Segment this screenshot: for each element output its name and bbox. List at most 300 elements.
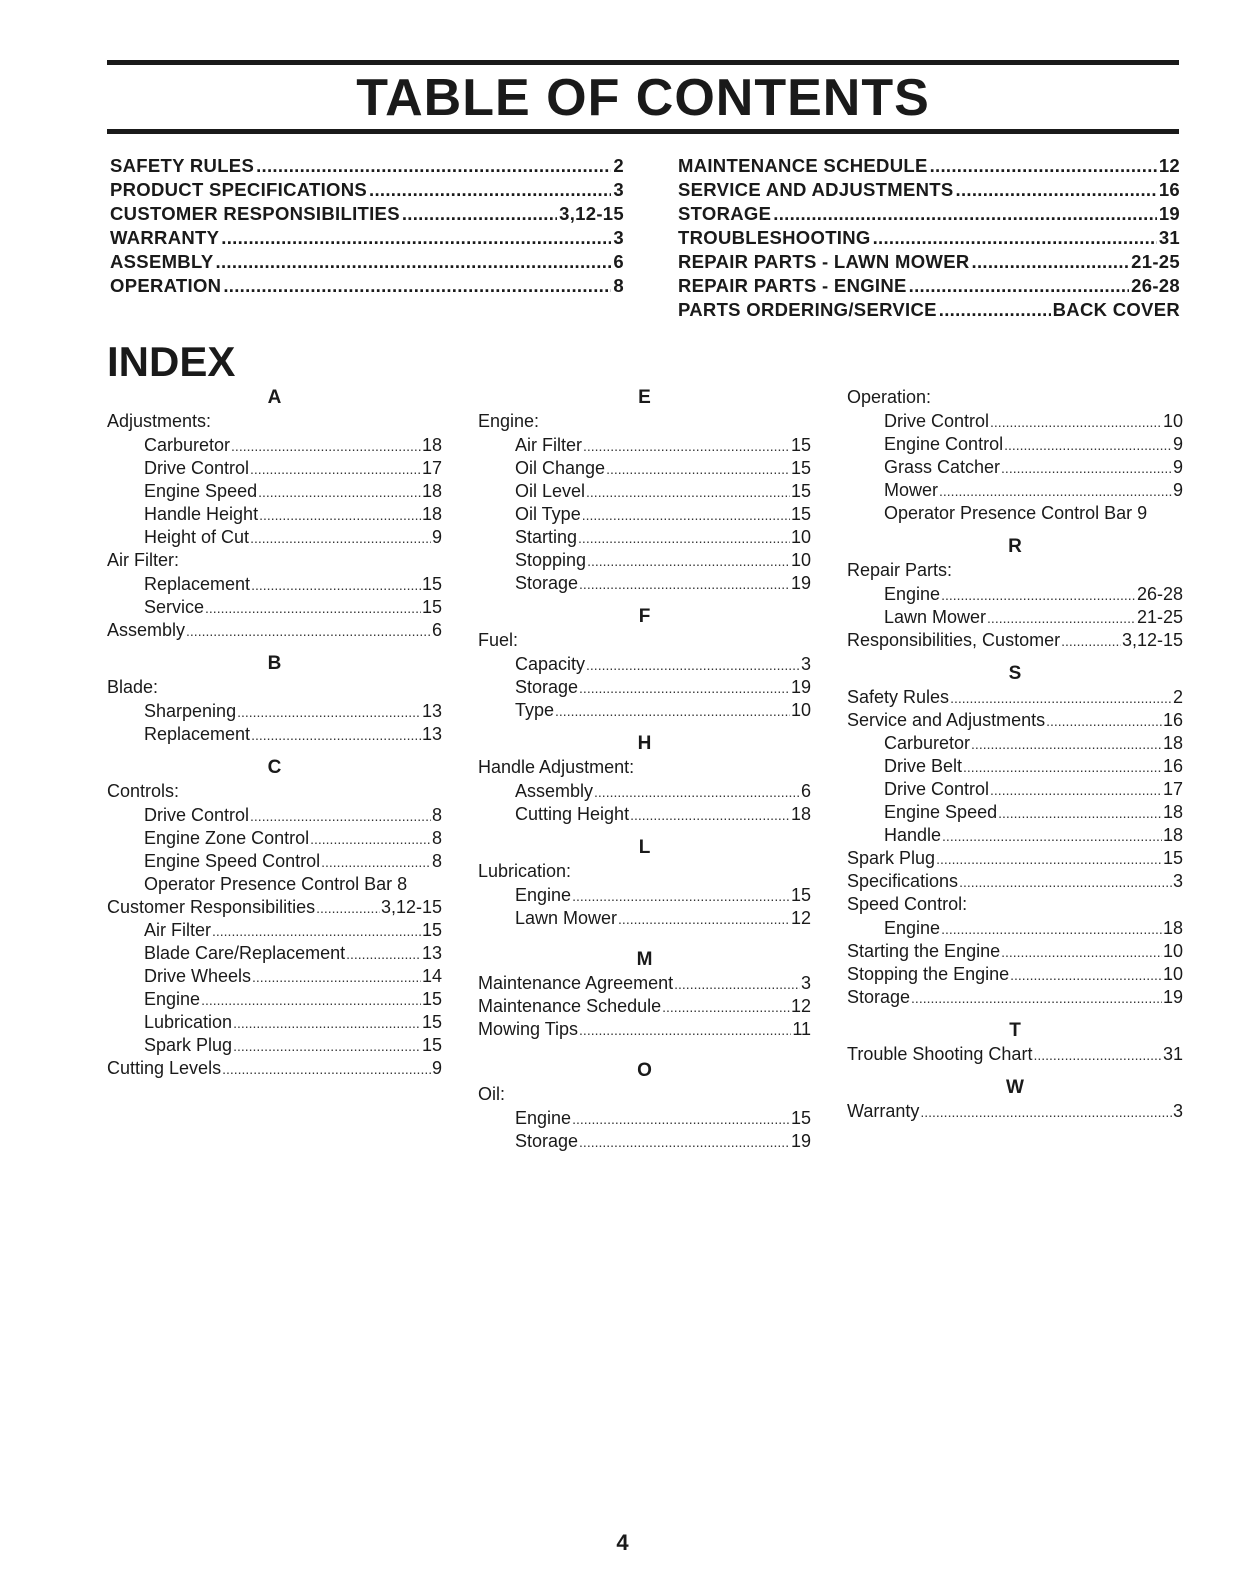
toc-label: TROUBLESHOOTING (678, 227, 871, 248)
leader-dots (231, 435, 421, 458)
index-letter: C (267, 757, 282, 778)
index-entry (107, 942, 442, 965)
toc-entry (110, 227, 624, 251)
leader-dots (606, 458, 790, 481)
leader-dots (222, 1058, 431, 1081)
index-entry (478, 972, 811, 995)
entry-page: 19 (790, 677, 811, 697)
toc-page: 31 (1158, 227, 1180, 248)
leader-dots (911, 987, 1162, 1010)
entry-page: 10 (1162, 411, 1183, 431)
leader-dots (369, 179, 611, 201)
leader-dots (579, 1131, 790, 1154)
entry-page: 10 (790, 550, 811, 570)
toc-label: MAINTENANCE SCHEDULE (678, 155, 928, 176)
entry-label: Starting the Engine (847, 941, 1001, 961)
leader-dots (579, 573, 790, 596)
entry-label: Engine (884, 584, 941, 604)
index-entry (107, 526, 442, 549)
index-heading: Lubrication: (478, 861, 572, 881)
index-entry (478, 907, 811, 930)
index-entry (107, 1011, 442, 1034)
toc-entry (678, 227, 1180, 251)
leader-dots (223, 275, 611, 297)
index-letter: T (1009, 1020, 1021, 1041)
leader-dots (572, 885, 790, 908)
index-title: INDEX (107, 338, 236, 385)
toc-page: 16 (1158, 179, 1180, 200)
index-letter: A (267, 387, 282, 408)
index-entry (107, 619, 442, 642)
index-entry (847, 940, 1183, 963)
toc-page: 6 (613, 251, 624, 272)
entry-label: Drive Control (884, 411, 990, 431)
entry-label: Carburetor (884, 733, 971, 753)
index-entry (847, 801, 1183, 824)
index-heading: Repair Parts: (847, 560, 953, 580)
toc-entry (678, 203, 1180, 227)
leader-dots (959, 871, 1172, 894)
leader-dots (252, 966, 421, 989)
entry-page: 18 (1162, 825, 1183, 845)
entry-label: Replacement (144, 574, 251, 594)
index-heading: Oil: (478, 1084, 505, 1104)
index-entry (478, 995, 811, 1018)
entry-label: Engine (515, 885, 572, 905)
entry-page: 17 (1162, 779, 1183, 799)
toc-entry (678, 299, 1180, 323)
entry-label: Maintenance Agreement (478, 973, 674, 993)
index-entry (847, 847, 1183, 870)
leader-dots (1001, 457, 1172, 480)
leader-dots (990, 411, 1162, 434)
entry-label: Cutting Height (515, 804, 630, 824)
entry-page: 18 (1162, 802, 1183, 822)
index-entry (847, 917, 1183, 940)
entry-page: 15 (421, 597, 442, 617)
entry-page: 10 (790, 700, 811, 720)
index-entry (847, 456, 1183, 479)
entry-label: Assembly (107, 620, 186, 640)
entry-label: Stopping the Engine (847, 964, 1010, 984)
leader-dots (630, 804, 790, 827)
index-entry (107, 457, 442, 480)
index-entry (107, 804, 442, 827)
toc-page: 12 (1158, 155, 1180, 176)
entry-page: 18 (421, 435, 442, 455)
entry-page: 9 (431, 527, 442, 547)
entry-label: Engine Speed (144, 481, 258, 501)
entry-label: Storage (515, 677, 579, 697)
toc-label: WARRANTY (110, 227, 220, 248)
leader-dots (316, 897, 380, 920)
index-entry (847, 433, 1183, 456)
entry-label: Service and Adjustments (847, 710, 1046, 730)
entry-label: Engine Speed Control (144, 851, 321, 871)
entry-page: 17 (421, 458, 442, 478)
leader-dots (942, 825, 1162, 848)
index-letter: E (638, 387, 651, 408)
entry-label: Oil Type (515, 504, 581, 524)
entry-page: 10 (790, 527, 811, 547)
spacer (478, 930, 811, 938)
leader-dots (310, 828, 431, 851)
entry-label: Specifications (847, 871, 959, 891)
index-entry (847, 778, 1183, 801)
toc-page: 21-25 (1131, 251, 1180, 272)
entry-page: 16 (1162, 710, 1183, 730)
index-entry (478, 803, 811, 826)
entry-page: 15 (421, 1035, 442, 1055)
entry-label: Blade Care/Replacement (144, 943, 346, 963)
entry-label: Warranty (847, 1101, 920, 1121)
entry-page: 18 (790, 804, 811, 824)
entry-label: Engine Zone Control (144, 828, 310, 848)
entry-page: 3,12-15 (380, 897, 442, 917)
leader-dots (212, 920, 421, 943)
entry-label: Engine (144, 989, 201, 1009)
entry-label: Drive Control (144, 805, 250, 825)
entry-label: Sharpening (144, 701, 237, 721)
entry-label: Oil Change (515, 458, 606, 478)
leader-dots (256, 155, 611, 177)
leader-dots (402, 203, 557, 225)
entry-page: 15 (790, 481, 811, 501)
entry-page: 18 (421, 504, 442, 524)
toc-entry (110, 179, 624, 203)
entry-label: Spark Plug (144, 1035, 233, 1055)
toc-entry (110, 251, 624, 275)
entry-label: Air Filter (515, 435, 582, 455)
entry-page: 10 (1162, 964, 1183, 984)
entry-page: 13 (421, 701, 442, 721)
index-entry (847, 986, 1183, 1009)
index-letter: L (638, 837, 651, 858)
entry-page: 8 (431, 828, 442, 848)
index-heading: Fuel: (478, 630, 519, 650)
leader-dots (963, 756, 1162, 779)
leader-dots (233, 1012, 421, 1035)
entry-label: Handle (884, 825, 942, 845)
index-entry (847, 1043, 1183, 1066)
leader-dots (1010, 964, 1162, 987)
toc-page: 19 (1158, 203, 1180, 224)
entry-label: Storage (515, 573, 579, 593)
entry-page: 16 (1162, 756, 1183, 776)
leader-dots (250, 527, 431, 550)
entry-label: Engine (884, 918, 941, 938)
leader-dots (258, 481, 421, 504)
leader-dots (572, 1108, 790, 1131)
leader-dots (939, 480, 1172, 503)
index-heading: Handle Adjustment: (478, 757, 635, 777)
entry-label: Spark Plug (847, 848, 936, 868)
leader-dots (201, 989, 421, 1012)
index-entry (478, 1018, 811, 1041)
entry-page: 14 (421, 966, 442, 986)
entry-page: 15 (790, 458, 811, 478)
entry-label: Customer Responsibilities (107, 897, 316, 917)
entry-label: Mowing Tips (478, 1019, 579, 1039)
entry-page: 21-25 (1136, 607, 1183, 627)
toc-entry (678, 275, 1180, 299)
index-entry (478, 480, 811, 503)
toc-label: PARTS ORDERING/SERVICE (678, 299, 937, 320)
toc-page: 3 (613, 227, 624, 248)
index-entry (107, 480, 442, 503)
entry-page: 6 (431, 620, 442, 640)
entry-label: Type (515, 700, 555, 720)
entry-label: Storage (847, 987, 911, 1007)
page-number: 4 (616, 1530, 629, 1555)
leader-dots (346, 943, 421, 966)
entry-label: Grass Catcher (884, 457, 1001, 477)
toc-entry (678, 155, 1180, 179)
entry-page: 15 (790, 435, 811, 455)
index-letter: B (267, 653, 282, 674)
entry-page: 18 (421, 481, 442, 501)
toc-entry (110, 203, 624, 227)
index-entry: Operator Presence Control Bar 9 (884, 503, 1148, 523)
index-entry (478, 653, 811, 676)
index-entry (847, 870, 1183, 893)
index-entry (847, 824, 1183, 847)
index-entry (847, 709, 1183, 732)
leader-dots (939, 299, 1051, 321)
toc-label: ASSEMBLY (110, 251, 214, 272)
entry-label: Cutting Levels (107, 1058, 222, 1078)
entry-page: 15 (421, 574, 442, 594)
leader-dots (941, 584, 1136, 607)
index-entry (478, 780, 811, 803)
index-entry (478, 457, 811, 480)
leader-dots (662, 996, 790, 1019)
leader-dots (555, 700, 790, 723)
entry-page: 12 (790, 996, 811, 1016)
entry-label: Replacement (144, 724, 251, 744)
entry-label: Oil Level (515, 481, 586, 501)
toc-label: PRODUCT SPECIFICATIONS (110, 179, 368, 200)
leader-dots (998, 802, 1162, 825)
index-heading: Operation: (847, 387, 932, 407)
entry-page: 19 (790, 573, 811, 593)
entry-page: 3 (1172, 1101, 1183, 1121)
leader-dots (950, 687, 1172, 710)
toc-label: SAFETY RULES (110, 155, 255, 176)
index-entry (478, 884, 811, 907)
entry-page: 18 (1162, 918, 1183, 938)
entry-label: Handle Height (144, 504, 259, 524)
index-entry (847, 629, 1183, 652)
index-entry (107, 988, 442, 1011)
leader-dots (186, 620, 431, 643)
entry-page: 9 (1172, 434, 1183, 454)
entry-label: Lawn Mower (515, 908, 618, 928)
title-rule-top (107, 60, 1179, 65)
index-entry (107, 723, 442, 746)
index-entry (107, 827, 442, 850)
leader-dots (1046, 710, 1162, 733)
leader-dots (1033, 1044, 1162, 1067)
index-letter: R (1008, 536, 1022, 557)
index-column-3 (847, 386, 1183, 1123)
entry-label: Maintenance Schedule (478, 996, 662, 1016)
entry-page: 6 (800, 781, 811, 801)
entry-label: Storage (515, 1131, 579, 1151)
leader-dots (1061, 630, 1121, 653)
toc-entry (110, 155, 624, 179)
entry-label: Safety Rules (847, 687, 950, 707)
toc-page: 3,12-15 (559, 203, 624, 224)
index-heading: Speed Control: (847, 894, 968, 914)
index-entry (847, 606, 1183, 629)
leader-dots (990, 779, 1162, 802)
entry-label: Engine Control (884, 434, 1004, 454)
index-letter: O (637, 1060, 652, 1081)
index-entry (107, 850, 442, 873)
index-entry (847, 583, 1183, 606)
leader-dots (233, 1035, 421, 1058)
leader-dots (237, 701, 421, 724)
toc-page: 8 (613, 275, 624, 296)
index-heading: Air Filter: (107, 550, 179, 570)
entry-page: 15 (790, 1108, 811, 1128)
toc-label: SERVICE AND ADJUSTMENTS (678, 179, 954, 200)
entry-page: 15 (421, 1012, 442, 1032)
leader-dots (618, 908, 790, 931)
index-heading: Adjustments: (107, 411, 212, 431)
entry-label: Lawn Mower (884, 607, 987, 627)
index-entry (478, 526, 811, 549)
index-heading: Blade: (107, 677, 159, 697)
toc-label: REPAIR PARTS - LAWN MOWER (678, 251, 970, 272)
index-entry (847, 686, 1183, 709)
index-letter: F (638, 606, 651, 627)
index-entry (107, 503, 442, 526)
index-entry (478, 549, 811, 572)
entry-page: 19 (790, 1131, 811, 1151)
leader-dots (909, 275, 1130, 297)
toc-entry (678, 179, 1180, 203)
entry-label: Engine Speed (884, 802, 998, 822)
index-letter: S (1008, 663, 1022, 684)
leader-dots (1004, 434, 1172, 457)
entry-page: 8 (431, 805, 442, 825)
leader-dots (956, 179, 1157, 201)
toc-page: 26-28 (1131, 275, 1180, 296)
index-entry (478, 1130, 811, 1153)
entry-page: 3 (800, 654, 811, 674)
leader-dots (250, 805, 431, 828)
index-entry (847, 755, 1183, 778)
index-entry: Operator Presence Control Bar 8 (144, 874, 408, 894)
leader-dots (250, 458, 421, 481)
entry-label: Mower (884, 480, 939, 500)
entry-label: Drive Belt (884, 756, 963, 776)
entry-page: 3 (1172, 871, 1183, 891)
entry-page: 13 (421, 724, 442, 744)
leader-dots (259, 504, 421, 527)
toc-label: REPAIR PARTS - ENGINE (678, 275, 907, 296)
leader-dots (582, 504, 790, 527)
index-entry (847, 732, 1183, 755)
leader-dots (586, 481, 790, 504)
entry-page: 12 (790, 908, 811, 928)
leader-dots (586, 654, 800, 677)
entry-page: 15 (421, 920, 442, 940)
entry-label: Trouble Shooting Chart (847, 1044, 1033, 1064)
leader-dots (941, 918, 1162, 941)
leader-dots (930, 155, 1157, 177)
entry-label: Air Filter (144, 920, 211, 940)
index-entry (107, 919, 442, 942)
entry-page: 18 (1162, 733, 1183, 753)
index-entry (107, 1057, 442, 1080)
entry-label: Carburetor (144, 435, 231, 455)
entry-label: Stopping (515, 550, 587, 570)
toc-page: BACK COVER (1052, 299, 1180, 320)
entry-page: 8 (431, 851, 442, 871)
index-entry (478, 503, 811, 526)
leader-dots (594, 781, 800, 804)
entry-page: 2 (1172, 687, 1183, 707)
leader-dots (321, 851, 431, 874)
entry-page: 15 (790, 885, 811, 905)
index-entry (478, 699, 811, 722)
index-column-1 (107, 386, 442, 1080)
leader-dots (579, 1019, 791, 1042)
index-entry (107, 896, 442, 919)
leader-dots (936, 848, 1162, 871)
toc-left-column (110, 155, 624, 299)
index-column-2 (478, 386, 811, 1153)
entry-page: 31 (1162, 1044, 1183, 1064)
leader-dots (221, 227, 611, 249)
entry-page: 15 (421, 989, 442, 1009)
leader-dots (583, 435, 790, 458)
index-entry (107, 596, 442, 619)
leader-dots (971, 733, 1162, 756)
index-entry (847, 1100, 1183, 1123)
index-letter: M (636, 949, 653, 970)
entry-label: Responsibilities, Customer (847, 630, 1061, 650)
leader-dots (205, 597, 421, 620)
entry-page: 15 (790, 504, 811, 524)
entry-label: Assembly (515, 781, 594, 801)
entry-page: 3,12-15 (1121, 630, 1183, 650)
leader-dots (587, 550, 790, 573)
entry-page: 15 (1162, 848, 1183, 868)
entry-page: 3 (800, 973, 811, 993)
entry-page: 9 (431, 1058, 442, 1078)
toc-title: TABLE OF CONTENTS (356, 69, 930, 127)
entry-label: Engine (515, 1108, 572, 1128)
entry-label: Service (144, 597, 205, 617)
entry-label: Height of Cut (144, 527, 250, 547)
leader-dots (920, 1101, 1172, 1124)
index-entry (478, 676, 811, 699)
title-rule-bottom (107, 129, 1179, 134)
entry-label: Capacity (515, 654, 586, 674)
entry-page: 10 (1162, 941, 1183, 961)
entry-label: Drive Control (884, 779, 990, 799)
index-entry (107, 700, 442, 723)
entry-label: Lubrication (144, 1012, 233, 1032)
leader-dots (873, 227, 1157, 249)
leader-dots (987, 607, 1136, 630)
leader-dots (578, 527, 790, 550)
index-entry (847, 479, 1183, 502)
